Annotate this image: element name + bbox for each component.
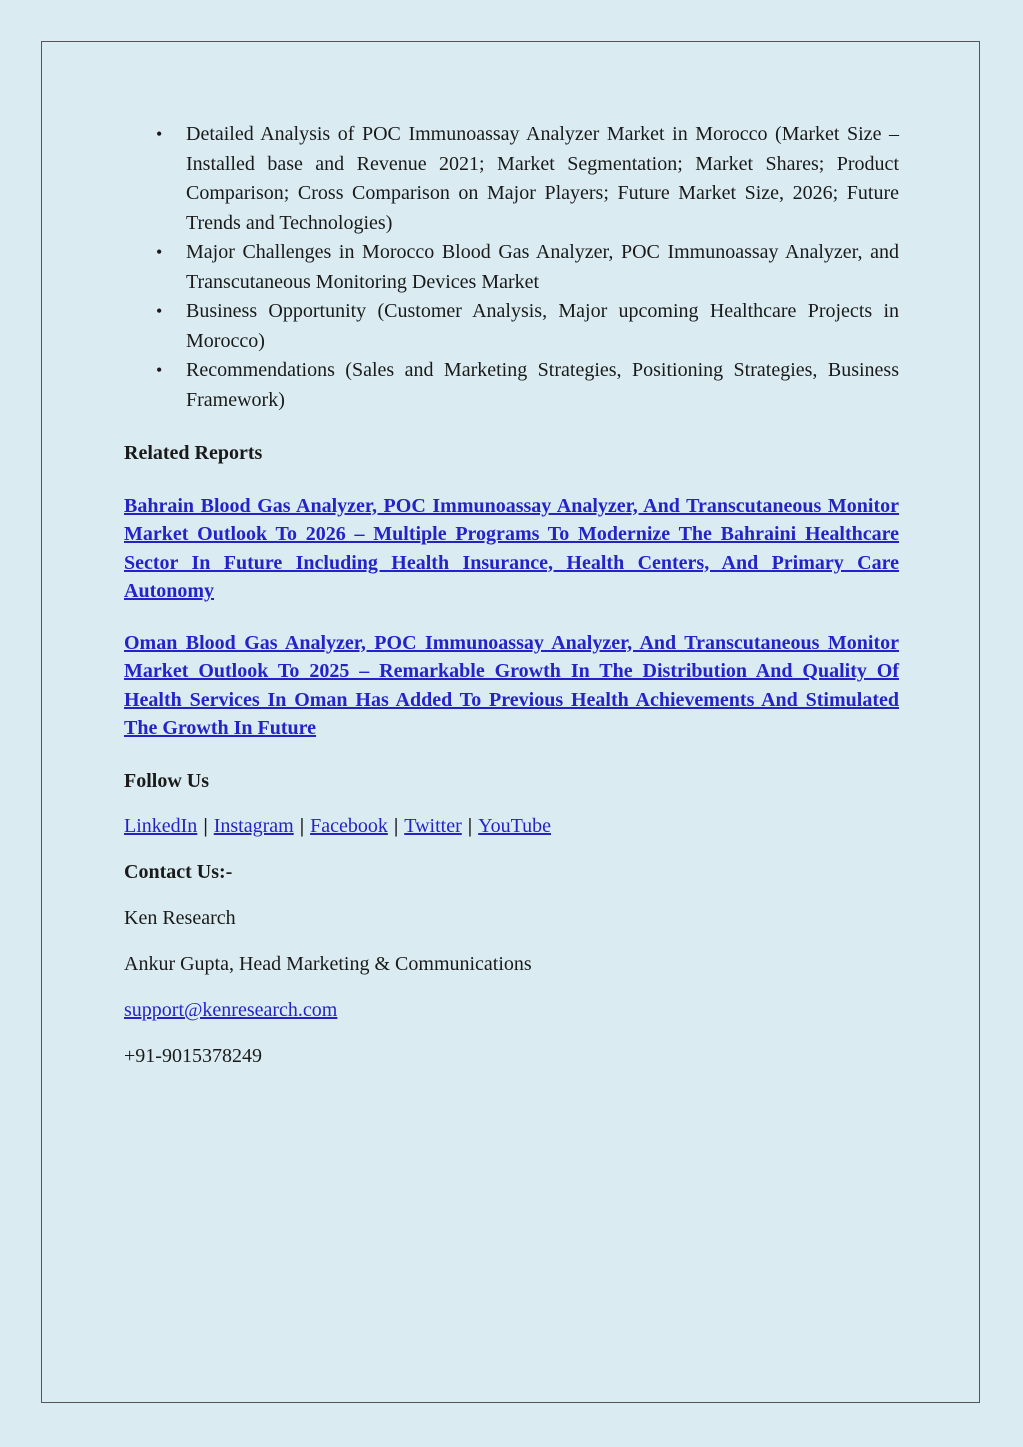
separator: | [203,815,208,837]
follow-us-heading: Follow Us [124,769,209,792]
bullet-text: Recommendations (Sales and Marketing Strategies, Positioning Strategies, Business Framework) [186,359,899,411]
related-report-link-oman[interactable]: Oman Blood Gas Analyzer, POC Immunoassay Analyzer, And Transcutaneous Monitor Market Outlook To 2025 – Remarkable Growth In The Distribution And Quality Of Health Services In Oman Has Added To Previous Health Achievements And Stimulated The Growth In Future [124,631,899,739]
youtube-link[interactable]: YouTube [478,815,552,837]
bullet-item [156,120,899,238]
bullet-icon: • [156,301,163,321]
separator: | [299,815,305,837]
instagram-link[interactable]: Instagram [213,815,294,837]
bullet-text: Business Opportunity (Customer Analysis, Major upcoming Healthcare Projects in Morocco) [186,300,899,352]
social-links-row [124,812,899,842]
document-content [124,120,899,1072]
twitter-link[interactable]: Twitter [404,815,462,837]
facebook-link[interactable]: Facebook [310,815,388,837]
separator: | [393,815,399,837]
contact-person: Ankur Gupta, Head Marketing & Communications [124,952,532,975]
bullet-icon: • [156,242,163,262]
separator: | [467,815,473,837]
bullet-item [156,356,899,415]
bullet-item [156,297,899,356]
bullet-text: Major Challenges in Morocco Blood Gas Analyzer, POC Immunoassay Analyzer, and Transcutaneous Monitoring Devices Market [186,241,899,293]
company-name: Ken Research [124,906,236,929]
phone-number: +91-9015378249 [124,1045,262,1067]
bullet-item [156,238,899,297]
bullet-text: Detailed Analysis of POC Immunoassay Analyzer Market in Morocco (Market Size – Installed base and Revenue 2021; Market Segmentation; Market Shares; Product Comparison; Cross Comparison on Major Players; Future Market Size, 2026; Future Trends and Technologies) [186,123,899,234]
bullet-list [124,120,899,415]
bullet-icon: • [156,124,163,144]
email-link[interactable]: support@kenresearch.com [124,999,338,1021]
contact-us-heading: Contact Us:- [124,860,233,883]
related-reports-heading: Related Reports [124,442,263,464]
bullet-icon: • [156,360,163,380]
related-report-link-bahrain[interactable]: Bahrain Blood Gas Analyzer, POC Immunoassay Analyzer, And Transcutaneous Monitor Market Outlook To 2026 – Multiple Programs To Modernize The Bahraini Healthcare Sector In Future Including Health Insurance, Health Centers, And Primary Care Autonomy [124,494,899,602]
linkedin-link[interactable]: LinkedIn [124,815,198,837]
